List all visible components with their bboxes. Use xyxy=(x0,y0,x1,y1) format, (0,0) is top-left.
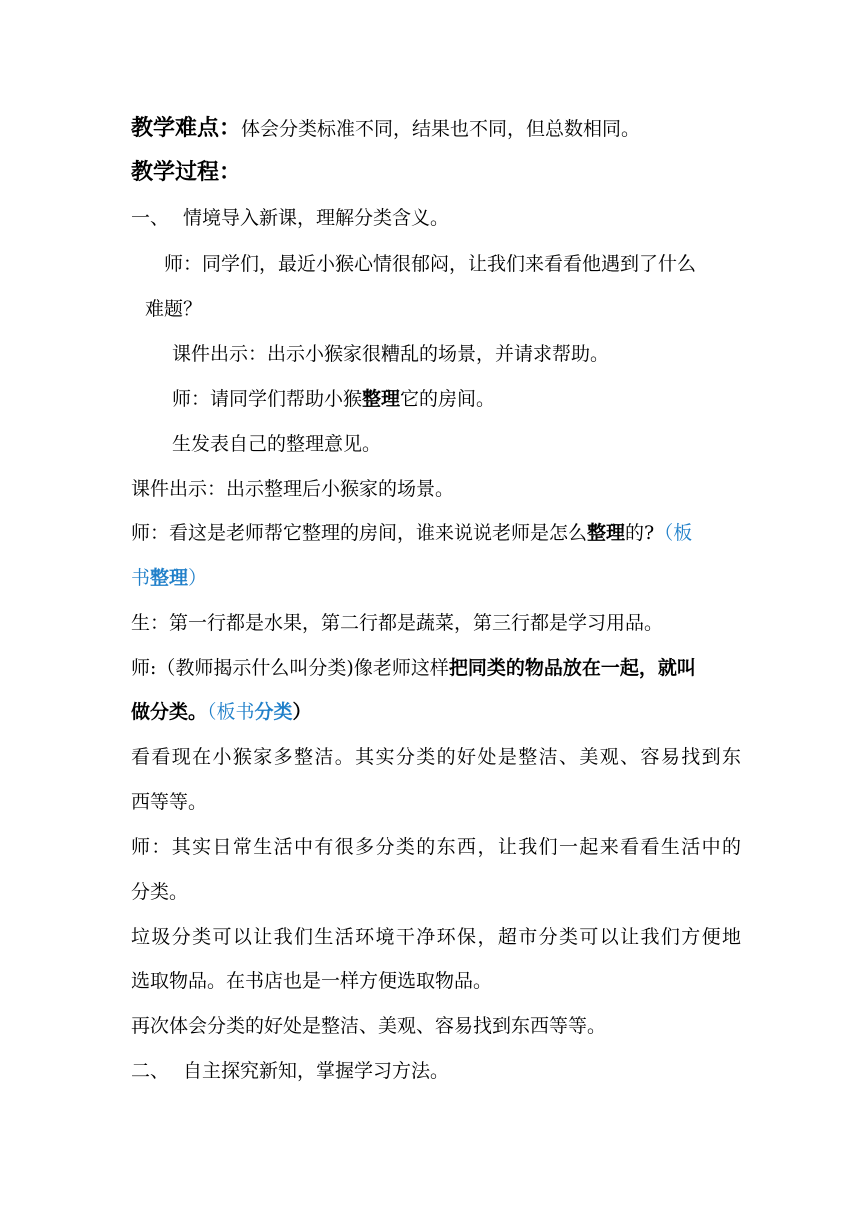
section-two-title: 自主探究新知，掌握学习方法。 xyxy=(183,1060,450,1082)
paragraph-garbage-line2: 选取物品。在书店也是一样方便选取物品。 xyxy=(131,970,493,992)
paragraph-benefits-line2: 西等等。 xyxy=(131,791,208,813)
teaching-difficulty-text: 体会分类标准不同，结果也不同，但总数相同。 xyxy=(241,118,641,140)
paragraph-garbage-line1: 垃圾分类可以让我们生活环境干净环保，超市分类可以让我们方便地 xyxy=(131,926,741,948)
paragraph-courseware-messy: 课件出示：出示小猴家很糟乱的场景，并请求帮助。 xyxy=(172,343,610,365)
teacher-question-text: 师：看这是老师帮它整理的房间，谁来说说老师是怎么 xyxy=(131,522,588,544)
paragraph-daily-life-line1: 师：其实日常生活中有很多分类的东西，让我们一起来看看生活中的 xyxy=(131,836,741,858)
teaching-process-heading: 教学过程： xyxy=(131,159,242,185)
teacher-request-bold: 整理 xyxy=(362,388,401,410)
section-two-number: 二、 xyxy=(131,1060,170,1082)
section-two-heading xyxy=(131,1059,741,1083)
paragraph-courseware-tidy: 课件出示：出示整理后小猴家的场景。 xyxy=(131,478,455,500)
teaching-difficulty-label: 教学难点： xyxy=(131,115,242,141)
paragraph-teacher-question-line1 xyxy=(131,521,741,545)
board-note-classify-close: ） xyxy=(292,701,312,723)
teacher-request-text-end: 它的房间。 xyxy=(400,388,496,410)
board-note-open: （板 xyxy=(654,522,693,544)
section-one-number: 一、 xyxy=(131,207,170,229)
teaching-difficulty-line xyxy=(131,116,741,141)
teacher-question-end: 的? xyxy=(625,522,655,544)
paragraph-benefits-line1: 看看现在小猴家多整洁。其实分类的好处是整洁、美观、容易找到东 xyxy=(131,746,741,768)
section-one-heading xyxy=(131,206,741,230)
board-note-close: ） xyxy=(188,567,208,589)
teacher-question-bold: 整理 xyxy=(587,522,626,544)
board-note-classify-open: （板书 xyxy=(207,701,255,723)
paragraph-daily-life-line2: 分类。 xyxy=(131,881,189,903)
definition-text: 师:（教师揭示什么叫分类)像老师这样 xyxy=(131,657,449,679)
definition-bold-end: 做分类。 xyxy=(131,701,208,723)
board-note-text: 书 xyxy=(131,567,151,589)
paragraph-benefits-again: 再次体会分类的好处是整洁、美观、容易找到东西等等。 xyxy=(131,1015,607,1037)
paragraph-teacher-question-line2 xyxy=(131,566,741,590)
paragraph-student-answer: 生：第一行都是水果，第二行都是蔬菜，第三行都是学习用品。 xyxy=(131,612,664,634)
paragraph-definition-line1 xyxy=(131,656,741,680)
section-one-title: 情境导入新课，理解分类含义。 xyxy=(183,207,450,229)
board-note-bold: 整理 xyxy=(150,567,189,589)
board-note-classify-bold: 分类 xyxy=(254,701,293,723)
paragraph-teacher-request xyxy=(172,387,782,411)
paragraph-teacher-intro-line2: 难题？ xyxy=(145,298,203,320)
paragraph-definition-line2 xyxy=(131,700,741,724)
teacher-request-text: 师：请同学们帮助小猴 xyxy=(172,388,363,410)
definition-bold: 把同类的物品放在一起，就叫 xyxy=(448,657,696,679)
paragraph-teacher-intro-line1: 师：同学们，最近小猴心情很郁闷，让我们来看看他遇到了什么 xyxy=(164,253,697,275)
paragraph-student-opinion: 生发表自己的整理意见。 xyxy=(172,433,382,455)
